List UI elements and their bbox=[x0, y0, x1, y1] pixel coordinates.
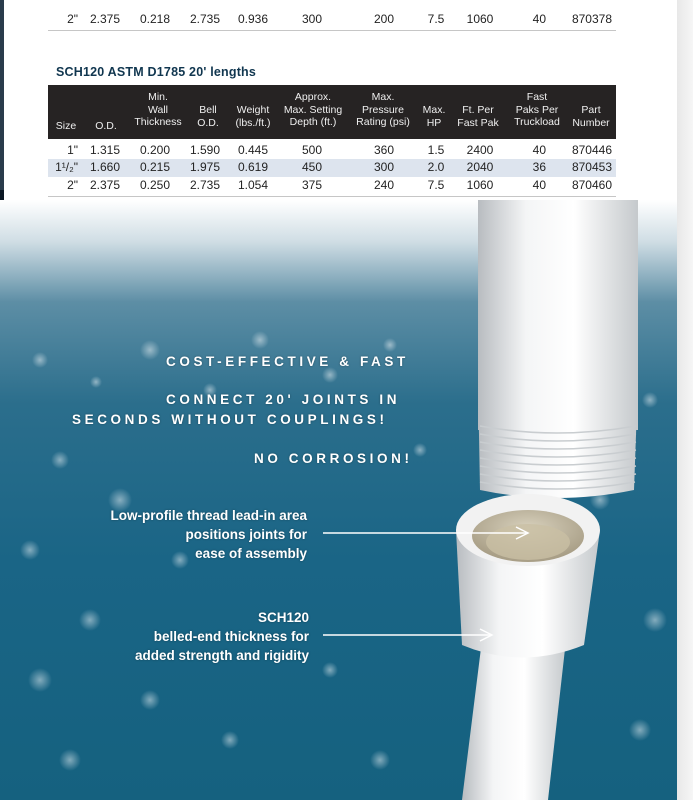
divider bbox=[48, 30, 616, 31]
divider bbox=[48, 196, 616, 197]
right-page-edge bbox=[677, 0, 693, 800]
header-part: Part Number bbox=[572, 104, 610, 129]
table-row: 2" 2.375 0.250 2.735 1.054 375 240 7.5 1060 40 870460 bbox=[67, 178, 612, 192]
header-paks: Fast Paks Per Truckload bbox=[514, 91, 560, 128]
header-bell: Bell O.D. bbox=[197, 104, 219, 129]
header-size: Size bbox=[55, 120, 77, 132]
claim-no-corrosion: NO CORROSION! bbox=[254, 451, 413, 466]
claim-seconds: SECONDS WITHOUT COUPLINGS! bbox=[72, 412, 388, 427]
header-hp: Max. HP bbox=[422, 104, 446, 129]
section-title: SCH120 ASTM D1785 20' lengths bbox=[56, 65, 257, 79]
table-row-previous: 2" 2.375 0.218 2.735 0.936 300 200 7.5 1060 40 870378 bbox=[67, 12, 612, 26]
callout-thread: Low-profile thread lead-in area positions joints for ease of assembly bbox=[110, 508, 307, 561]
header-od: O.D. bbox=[95, 120, 117, 132]
header-depth: Approx. Max. Setting Depth (ft.) bbox=[283, 91, 343, 128]
table-row: 1¹/₂" 1.660 0.215 1.975 0.619 450 300 2.0 2040 36 870453 bbox=[55, 160, 612, 174]
table-header bbox=[48, 85, 616, 139]
table-row: 1" 1.315 0.200 1.590 0.445 500 360 1.5 2400 40 870446 bbox=[67, 143, 612, 157]
claim-cost-effective: COST-EFFECTIVE & FAST bbox=[166, 354, 409, 369]
header-pressure: Max. Pressure Rating (psi) bbox=[356, 91, 410, 128]
threaded-pipe-end bbox=[478, 200, 638, 498]
header-weight: Weight (lbs./ft.) bbox=[235, 104, 271, 129]
callout-bell: SCH120 belled-end thickness for added strength and rigidity bbox=[134, 610, 309, 663]
header-ft-per: Ft. Per Fast Pak bbox=[457, 104, 499, 129]
header-wall: Min. Wall Thickness bbox=[134, 91, 182, 128]
claim-connect: CONNECT 20' JOINTS IN bbox=[166, 392, 401, 407]
water-pipe-photo bbox=[0, 200, 677, 800]
